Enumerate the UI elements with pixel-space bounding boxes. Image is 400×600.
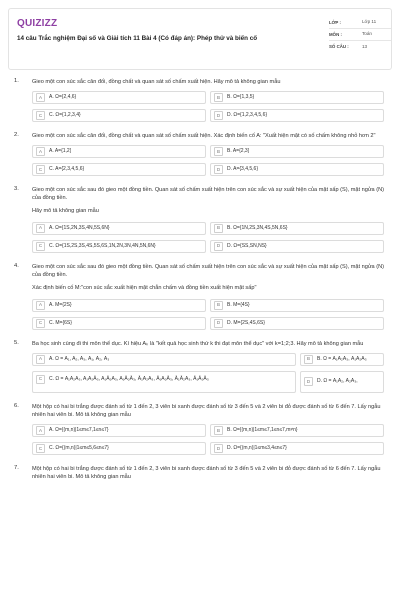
option-letter-badge: C bbox=[36, 444, 45, 453]
option-text: A. Ω={(m,n)|1≤m≤7,1≤n≤7} bbox=[49, 427, 109, 434]
answer-option-a[interactable] bbox=[32, 353, 296, 366]
answer-option-c[interactable] bbox=[32, 317, 206, 330]
option-letter-badge: B bbox=[214, 426, 223, 435]
answer-option-a[interactable] bbox=[32, 424, 206, 437]
question-3 bbox=[8, 186, 392, 253]
meta-label: SỐ CÂU : bbox=[329, 44, 349, 50]
option-letter-badge: B bbox=[214, 147, 223, 156]
meta-row-class bbox=[329, 17, 391, 29]
option-letter-badge: C bbox=[36, 375, 45, 384]
meta-label: MÔN : bbox=[329, 31, 342, 37]
meta-value: Lớp 11 bbox=[362, 19, 377, 25]
option-text: B. Ω={(m,n)|1≤m≤7,1≤n≤7,m≠n} bbox=[227, 427, 298, 434]
answer-option-d[interactable] bbox=[210, 240, 384, 253]
question-1 bbox=[8, 78, 392, 122]
answer-option-a[interactable] bbox=[32, 299, 206, 312]
option-letter-badge: A bbox=[36, 147, 45, 156]
question-text: Ba học sinh cùng đi thi môn thể dục. Kí hiệu Aₖ là "kết quả học sinh thứ k thi đạt môn thể dục" với k=1;2;3. Hãy mô tả không gian mẫu bbox=[32, 340, 364, 347]
question-5 bbox=[8, 340, 392, 393]
question-text: Một hộp có hai bi trắng được đánh số từ 1 đến 2, 3 viên bi xanh được đánh số từ 3 đến 5 và 2 viên bi đỏ được đánh số từ 6 đến 7. Lấy ngẫu nhiên hai viên bi. Mô tả không gian mẫu bbox=[32, 403, 381, 418]
option-letter-badge: A bbox=[36, 426, 45, 435]
option-letter-badge: D bbox=[214, 319, 223, 328]
option-letter-badge: D bbox=[214, 242, 223, 251]
meta-row-count bbox=[329, 41, 391, 53]
answer-option-c[interactable] bbox=[32, 163, 206, 176]
option-text: C. Ω={1,2,3,4} bbox=[49, 112, 81, 119]
question-6 bbox=[8, 403, 392, 455]
answer-option-c[interactable] bbox=[32, 240, 206, 253]
option-text: C. A={2,3,4,5,6} bbox=[49, 166, 85, 173]
option-letter-badge: D bbox=[214, 444, 223, 453]
question-list bbox=[8, 78, 392, 491]
option-text: D. A={3,4,5,6} bbox=[227, 166, 258, 173]
answer-option-d[interactable] bbox=[300, 371, 384, 393]
meta-row-subject bbox=[329, 29, 391, 41]
option-letter-badge: A bbox=[36, 224, 45, 233]
option-letter-badge: D bbox=[214, 165, 223, 174]
option-text: D. Ω={1,2,3,4,5,6} bbox=[227, 112, 268, 119]
answer-option-d[interactable] bbox=[210, 109, 384, 122]
option-letter-badge: B bbox=[214, 224, 223, 233]
answer-option-c[interactable] bbox=[32, 442, 206, 455]
question-text: Gieo một con súc sắc sau đó gieo một đồng tiền. Quan sát số chấm xuất hiện trên con súc sắc và sự xuất hiện của mặt sấp (S), mặt ngửa (N) của đồng tiền. bbox=[32, 263, 384, 279]
option-text: B. Ω={1,3,5} bbox=[227, 94, 255, 101]
option-letter-badge: A bbox=[36, 355, 45, 364]
quizizz-logo: QUIZIZZ bbox=[17, 18, 58, 29]
question-subtext: Xác định biến cố M:"con súc sắc xuất hiện mặt chẵn chấm và đồng tiền xuất hiện mặt sấp" bbox=[32, 285, 257, 292]
question-text: Gieo một con súc sắc cân đối, đồng chất và quan sát số chấm xuất hiện. Hãy mô tả không gian mẫu bbox=[32, 79, 281, 85]
option-text: D. Ω = A₁A₂, A₂A₃, bbox=[317, 378, 358, 385]
answer-option-b[interactable] bbox=[210, 222, 384, 235]
answer-option-b[interactable] bbox=[300, 353, 384, 366]
option-letter-badge: B bbox=[214, 93, 223, 102]
option-text: A. M={2S} bbox=[49, 301, 72, 308]
question-4 bbox=[8, 263, 392, 330]
answer-option-d[interactable] bbox=[210, 317, 384, 330]
option-text: C. Ω={1S,2S,3S,4S,5S,6S,1N,2N,3N,4N,5N,6N} bbox=[49, 243, 156, 250]
option-text: C. Ω={(m,n)|1≤m≤5,6≤n≤7} bbox=[49, 445, 109, 452]
option-text: C. M={6S} bbox=[49, 319, 72, 326]
answer-option-c[interactable] bbox=[32, 109, 206, 122]
meta-value: 13 bbox=[362, 43, 368, 49]
option-letter-badge: D bbox=[304, 377, 313, 386]
option-text: B. Ω = A₁A₂A₃, Ā₁Ā₂Ā₃ bbox=[317, 355, 367, 362]
option-text: C. Ω = A₁A₂A₃, A₁A₂Ā₃, A₁Ā₂A₃, A₁Ā₂Ā₃, Ā₁A₂A₃, Ā₁A₂Ā₃, Ā₁Ā₂A₃, Ā₁Ā₂Ā₃ bbox=[49, 375, 209, 382]
answer-option-b[interactable] bbox=[210, 424, 384, 437]
document-header bbox=[8, 8, 392, 70]
option-letter-badge: B bbox=[304, 355, 313, 364]
answer-option-b[interactable] bbox=[210, 91, 384, 104]
option-letter-badge: C bbox=[36, 319, 45, 328]
answer-option-b[interactable] bbox=[210, 299, 384, 312]
question-text: Một hộp có hai bi trắng được đánh số từ 1 đến 2, 3 viên bi xanh được đánh số từ 3 đến 5 và 2 viên bi đỏ được đánh số từ 6 đến 7. Lấy ngẫu nhiên hai viên bi. Mô tả không gian mẫu bbox=[32, 466, 381, 481]
option-letter-badge: B bbox=[214, 301, 223, 310]
question-number: 2. bbox=[14, 132, 19, 139]
option-letter-badge: C bbox=[36, 242, 45, 251]
question-number: 5. bbox=[14, 339, 19, 346]
meta-table bbox=[329, 17, 391, 53]
option-text: D. Ω={(m,n)|1≤m≤3,4≤n≤7} bbox=[227, 445, 287, 452]
meta-value: Toán bbox=[362, 31, 372, 37]
document-title: 14 câu Trắc nghiệm Đại số và Giải tích 11 Bài 4 (Có đáp án): Phép thử và biến cố bbox=[17, 35, 258, 42]
answer-option-c[interactable] bbox=[32, 371, 296, 393]
option-text: B. A={2,3} bbox=[227, 148, 250, 155]
option-letter-badge: C bbox=[36, 165, 45, 174]
option-letter-badge: D bbox=[214, 111, 223, 120]
question-2 bbox=[8, 132, 392, 176]
answer-option-d[interactable] bbox=[210, 163, 384, 176]
question-number: 1. bbox=[14, 78, 19, 84]
option-text: D. M={2S,4S,6S} bbox=[227, 319, 265, 326]
question-number: 7. bbox=[14, 465, 19, 472]
answer-option-a[interactable] bbox=[32, 222, 206, 235]
option-text: B. Ω={1N,2S,3N,4S,5N,6S} bbox=[227, 225, 288, 232]
question-number: 6. bbox=[14, 402, 19, 409]
question-number: 4. bbox=[14, 262, 19, 269]
option-letter-badge: C bbox=[36, 111, 45, 120]
question-7 bbox=[8, 465, 392, 481]
answer-option-a[interactable] bbox=[32, 145, 206, 158]
option-text: A. Ω={1S,2N,3S,4N,5S,6N} bbox=[49, 225, 110, 232]
option-text: A. A={1,2} bbox=[49, 148, 72, 155]
question-number: 3. bbox=[14, 186, 19, 193]
option-letter-badge: A bbox=[36, 301, 45, 310]
answer-option-d[interactable] bbox=[210, 442, 384, 455]
question-text: Gieo một con súc sắc cân đối, đồng chất và quan sát số chấm xuất hiện. Xác định biến cố A: "Xuất hiện mặt có số chấm không nhỏ hơn 2" bbox=[32, 133, 376, 140]
option-text: A. Ω = A₁, A₂, A₃, Ā₁, Ā₂, Ā₃ bbox=[49, 355, 110, 362]
option-text: B. M={4S} bbox=[227, 301, 250, 308]
meta-label: LỚP : bbox=[329, 19, 341, 25]
answer-option-b[interactable] bbox=[210, 145, 384, 158]
answer-option-a[interactable] bbox=[32, 91, 206, 104]
question-text: Gieo một con súc sắc sau đó gieo một đồng tiền. Quan sát số chấm xuất hiện trên con súc sắc và sự xuất hiện của mặt sấp (S), mặt ngửa (N) của đồng tiền. bbox=[32, 187, 384, 202]
option-text: A. Ω={2,4,6} bbox=[49, 94, 77, 101]
question-subtext: Hãy mô tả không gian mẫu bbox=[32, 208, 99, 215]
option-letter-badge: A bbox=[36, 93, 45, 102]
option-text: D. Ω={SS,SN,NS} bbox=[227, 243, 267, 250]
